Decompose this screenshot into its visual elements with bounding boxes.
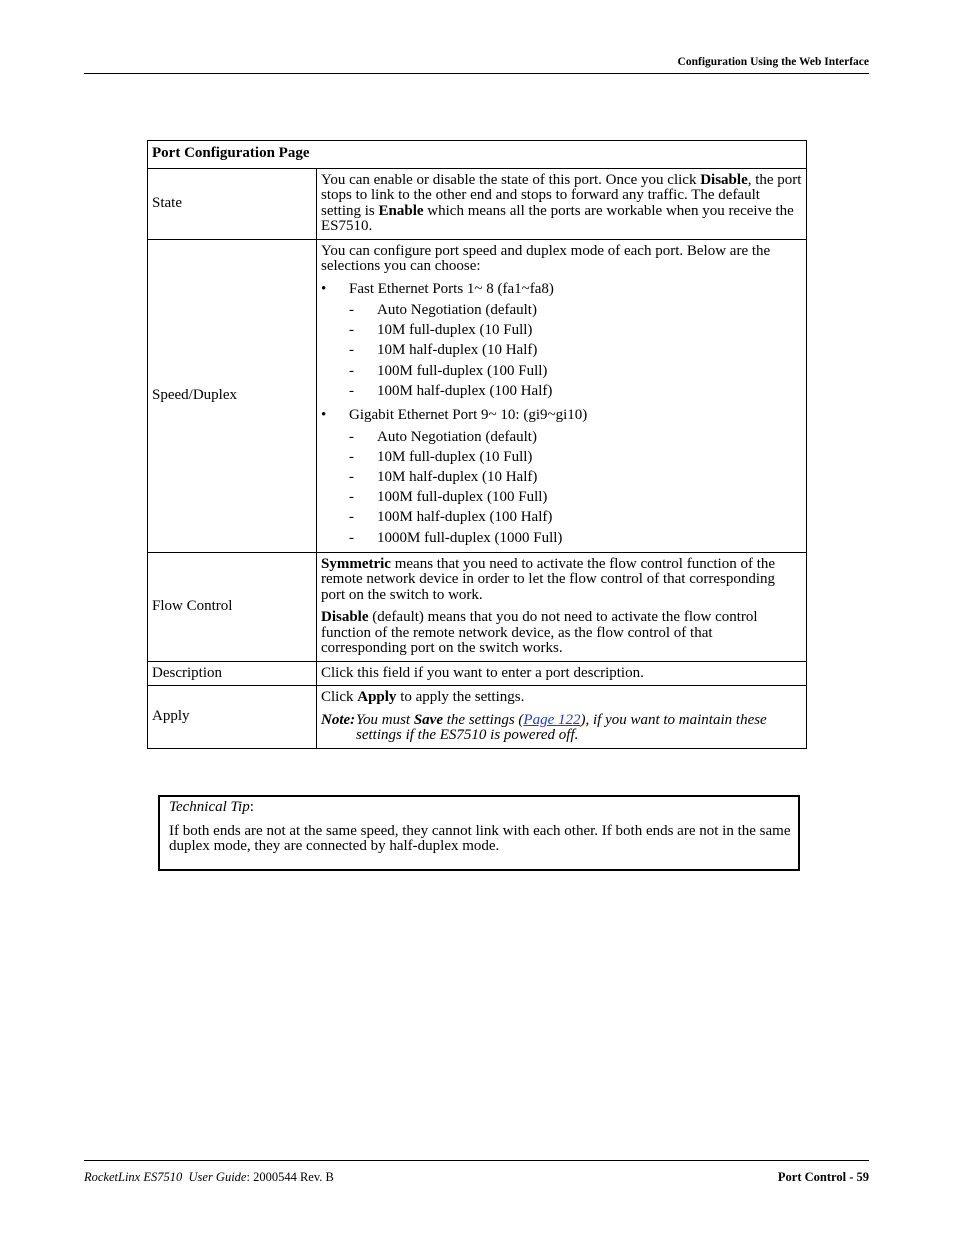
dash-icon: - [349,448,354,465]
row-desc-flow-control [317,552,807,661]
list-item [321,320,802,340]
option-label: 100M half-duplex (100 Half) [377,509,553,526]
table-row-speed-duplex [148,239,807,552]
option-label: Auto Negotiation (default) [377,428,537,445]
option-label: 10M full-duplex (10 Full) [377,448,533,465]
dash-icon: - [349,529,354,546]
footer-revision: : 2000544 Rev. B [246,1170,334,1184]
speed-group-fast-ethernet [321,282,802,298]
row-label-description: Description [148,661,317,686]
dash-icon: - [349,489,354,506]
table-row-apply [148,686,807,749]
apply-text [321,690,802,706]
footer-document-info [84,1170,334,1185]
tip-title [169,800,793,816]
tip-title-colon: : [249,799,254,815]
footer-page-number: Port Control - 59 [777,1170,869,1184]
list-item [321,507,802,527]
apply-text-1: Click [321,689,358,706]
state-text-1: You can enable or disable the state of this port. Once you click [321,171,701,188]
dash-icon: - [349,468,354,485]
flow-bold-disable: Disable [321,609,369,626]
tip-body: If both ends are not at the same speed, they cannot link with each other. If both ends are not in the same duplex mode, they are connected by half-duplex mode. [169,822,791,854]
table-row-flow-control [148,552,807,661]
table-row-description [148,661,807,686]
dash-icon: - [349,322,354,339]
speed-options-fast-ethernet [321,300,802,401]
apply-note [321,713,802,744]
row-label-apply: Apply [148,686,317,749]
list-item [321,381,802,401]
page-122-link[interactable]: Page 122 [523,711,581,728]
table-row-state [148,168,807,239]
state-text-2: , the port stops to link to the other end and stops to forward any traffic. The default setting is [321,171,802,219]
option-label: 10M full-duplex (10 Full) [377,322,533,339]
footer-divider [84,1160,869,1161]
flow-text-symmetric: means that you need to activate the flow control function of the remote network device in order to let the flow control of that corresponding port on the switch to work. [321,555,776,603]
dash-icon: - [349,362,354,379]
note-label: Note: [321,711,356,728]
bullet-icon: • [321,407,327,424]
list-item [321,487,802,507]
row-desc-speed-duplex [317,239,807,552]
option-label: 10M half-duplex (10 Half) [377,342,538,359]
option-label: 100M full-duplex (100 Full) [377,489,548,506]
state-bold-disable: Disable [700,171,748,188]
port-configuration-table [147,140,807,749]
table-title-row [148,141,807,169]
header-divider [84,73,869,74]
list-item [321,528,802,548]
flow-paragraph-disable [321,610,802,657]
list-item [321,467,802,487]
page-header-title: Configuration Using the Web Interface [677,56,869,68]
speed-group-gigabit-ethernet [321,408,802,424]
state-text-3: which means all the ports are workable when you receive the ES7510. [321,202,794,234]
footer-product: RocketLinx ES7510 [84,1170,183,1184]
note-text-2: the settings ( [443,711,524,728]
apply-text-2: to apply the settings. [396,689,525,706]
row-desc-apply [317,686,807,749]
list-item [321,340,802,360]
speed-intro: You can configure port speed and duplex mode of each port. Below are the selections you can choose: [321,242,771,274]
row-label-flow-control: Flow Control [148,552,317,661]
note-bold-save: Save [413,711,443,728]
list-item [321,361,802,381]
flow-bold-symmetric: Symmetric [321,555,391,572]
row-label-state: State [148,168,317,239]
option-label: Auto Negotiation (default) [377,302,537,318]
note-text-3: ), if you want to maintain these settings if the ES7510 is powered off. [356,711,767,744]
dash-icon: - [349,428,354,445]
group-title: Fast Ethernet Ports 1~ 8 (fa1~fa8) [349,280,554,297]
list-item [321,427,802,447]
row-desc-description: Click this field if you want to enter a port description. [317,661,807,686]
tip-title-text: Technical Tip [169,799,250,815]
dash-icon: - [349,342,354,359]
dash-icon: - [349,302,354,318]
flow-paragraph-symmetric [321,557,802,604]
technical-tip-box [158,795,800,871]
row-desc-state [317,168,807,239]
note-text-1: You must [356,711,414,728]
list-item [321,300,802,320]
option-label: 10M half-duplex (10 Half) [377,468,538,485]
option-label: 100M half-duplex (100 Half) [377,382,553,399]
row-label-speed-duplex: Speed/Duplex [148,239,317,552]
note-body [356,713,802,744]
dash-icon: - [349,382,354,399]
table-title: Port Configuration Page [148,141,807,169]
speed-options-gigabit-ethernet [321,427,802,548]
group-title: Gigabit Ethernet Port 9~ 10: (gi9~gi10) [349,407,588,424]
dash-icon: - [349,509,354,526]
option-label: 100M full-duplex (100 Full) [377,362,548,379]
state-bold-enable: Enable [378,202,424,219]
list-item [321,447,802,467]
footer-guide: User Guide [188,1170,247,1184]
flow-text-disable: (default) means that you do not need to activate the flow control function of the remote network device, as the flow control of that corresponding port on the switch works. [321,609,758,657]
bullet-icon: • [321,280,327,297]
option-label: 1000M full-duplex (1000 Full) [377,529,563,546]
apply-bold: Apply [357,689,397,706]
